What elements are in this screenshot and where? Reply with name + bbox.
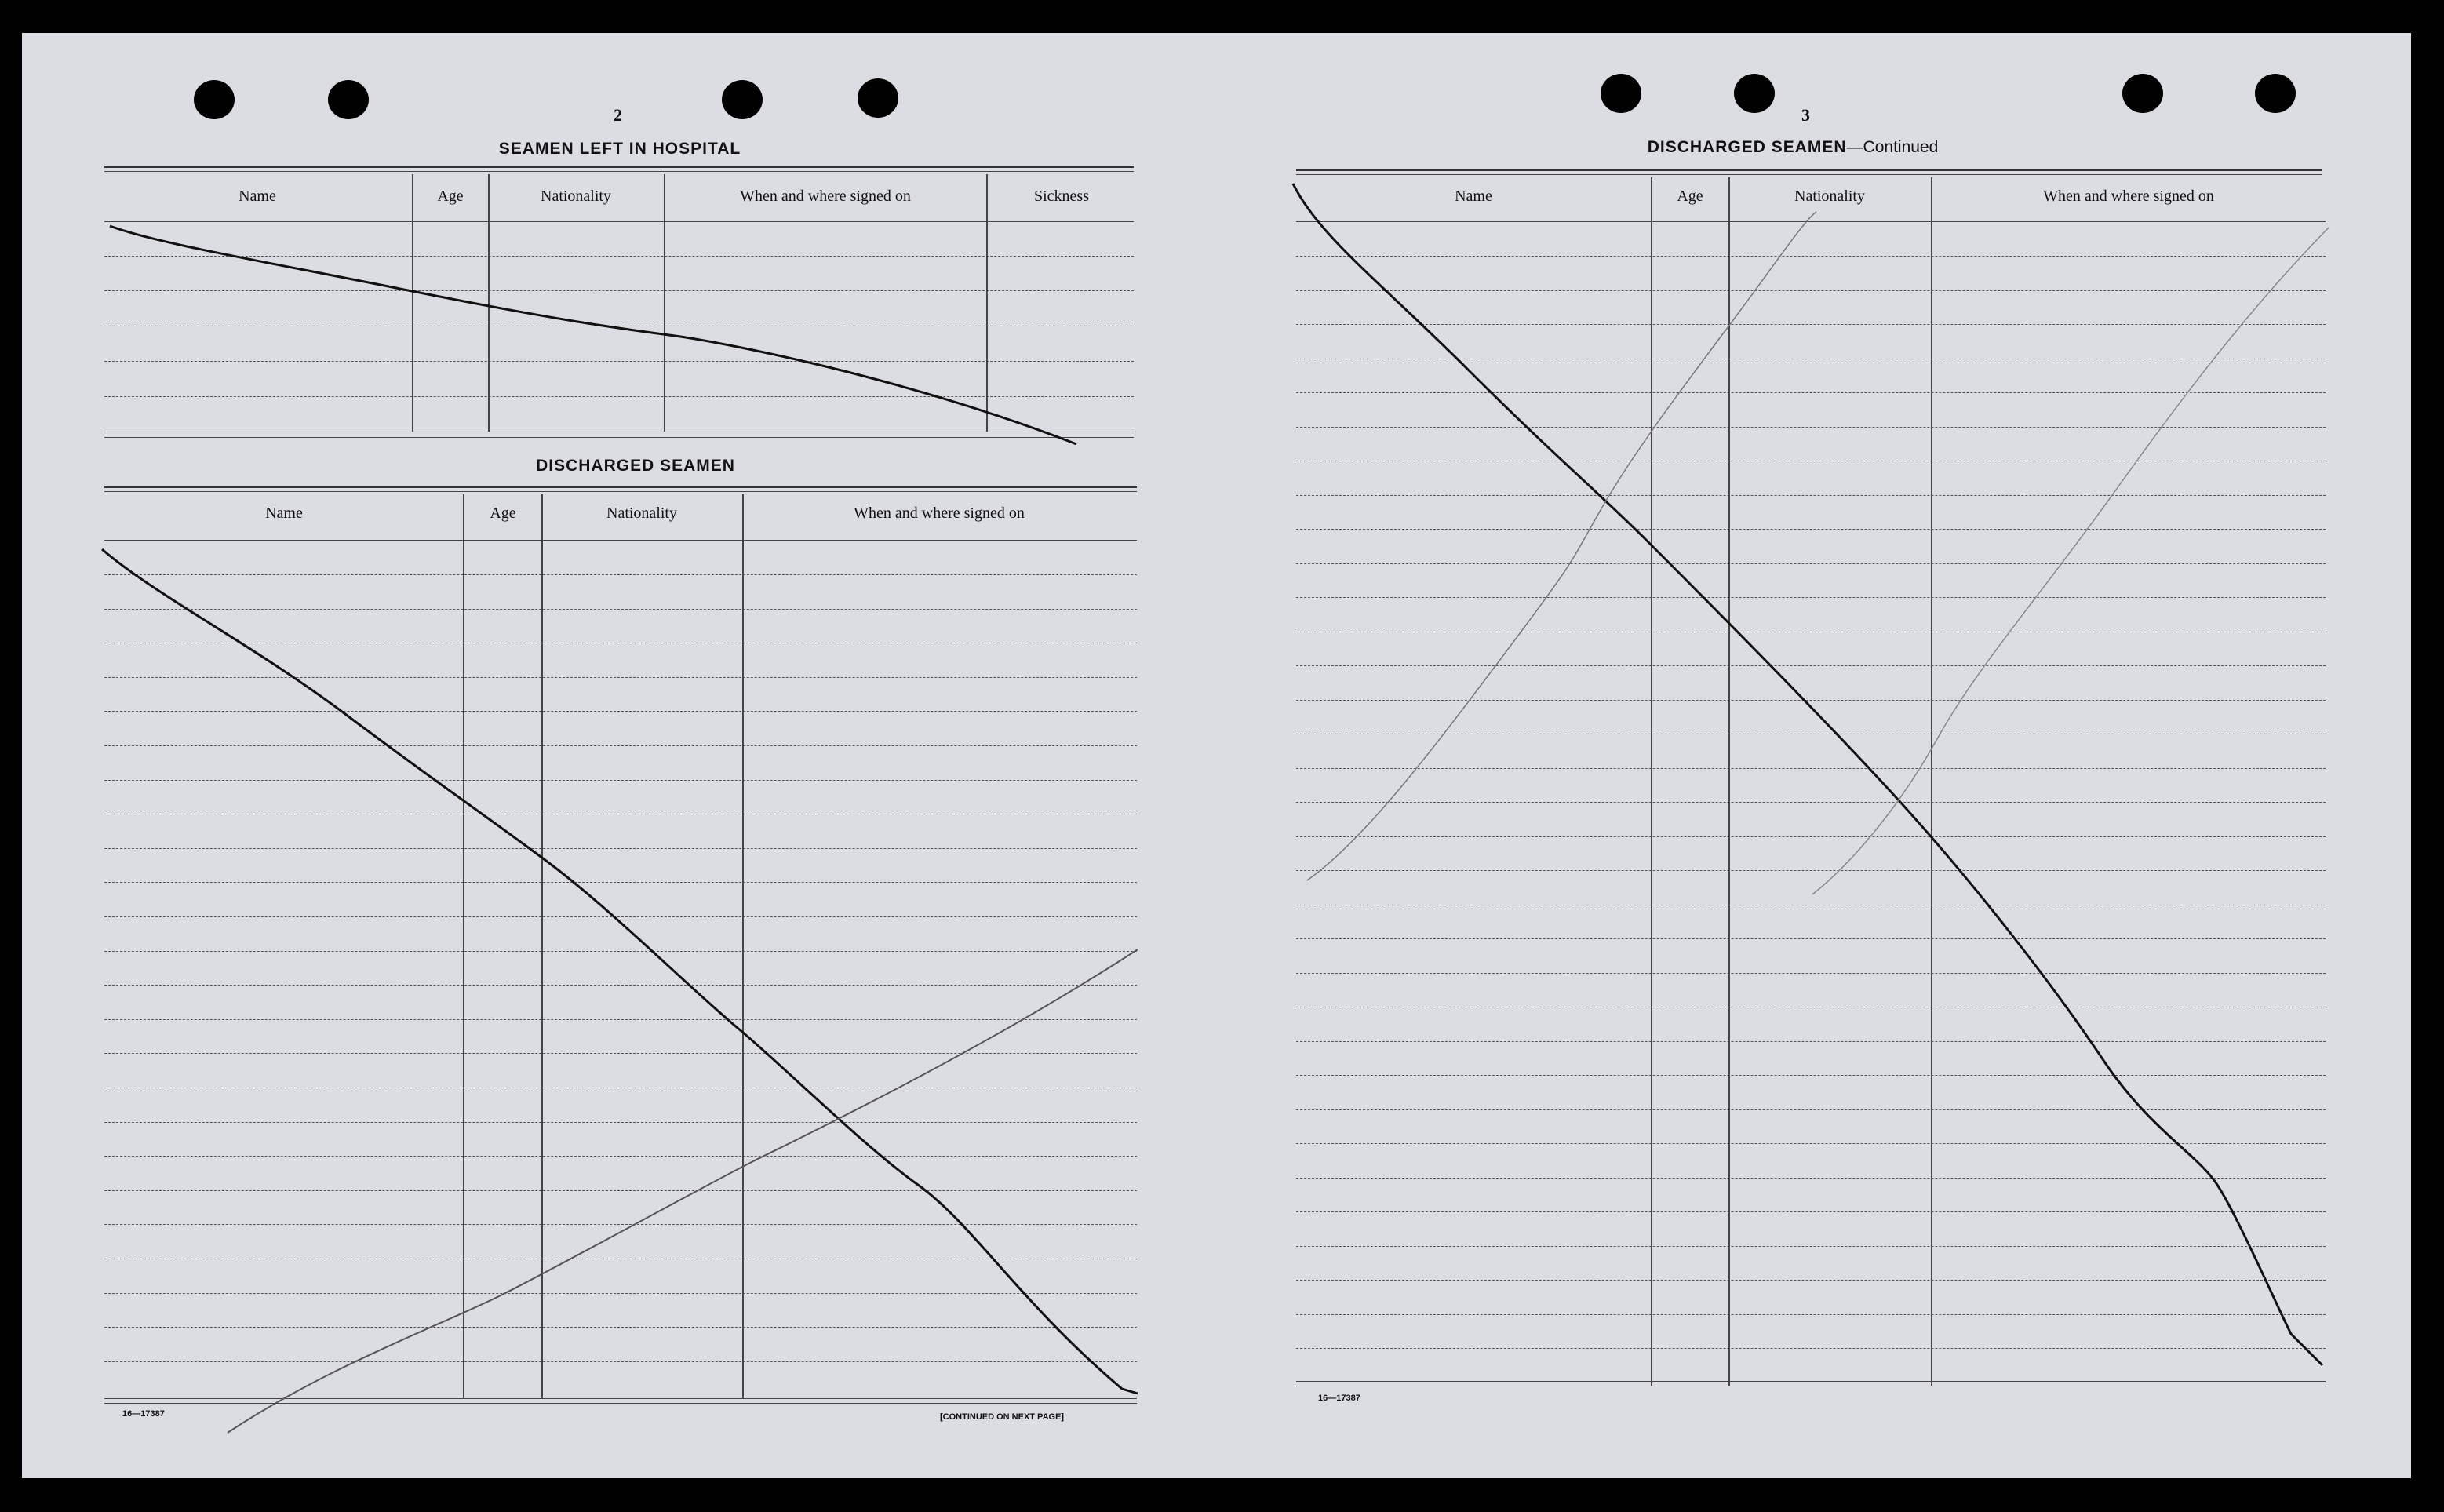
discharged-section-title: DISCHARGED SEAMEN [536, 457, 735, 475]
col-header-name: Name [239, 188, 276, 205]
col-header-nationality: Nationality [606, 505, 677, 522]
form-number-right: 16—17387 [1318, 1394, 1360, 1403]
cancel-stroke-right-dark [1293, 184, 2322, 1365]
col-header-name: Name [1455, 188, 1492, 205]
cancel-stroke-right-light-2 [1812, 228, 2329, 894]
col-header-sickness: Sickness [1034, 188, 1089, 205]
page-number-left: 2 [614, 105, 622, 125]
cancel-stroke-hospital [110, 226, 1076, 444]
hospital-section-title: SEAMEN LEFT IN HOSPITAL [498, 140, 741, 158]
col-header-when-where: When and where signed on [854, 505, 1025, 522]
col-header-age: Age [490, 505, 516, 522]
col-header-name: Name [265, 505, 303, 522]
col-header-nationality: Nationality [541, 188, 611, 205]
cancel-stroke-right-light-1 [1307, 212, 1816, 880]
col-header-age: Age [1677, 188, 1703, 205]
cancel-stroke-discharged-dark [102, 549, 1138, 1394]
continued-note: [CONTINUED ON NEXT PAGE] [940, 1412, 1065, 1422]
discharged-continued-title-suffix: —Continued [1846, 138, 1939, 156]
col-header-nationality: Nationality [1794, 188, 1865, 205]
cancel-stroke-discharged-light [228, 949, 1138, 1433]
page-number-right: 3 [1801, 105, 1810, 125]
form-number-left: 16—17387 [122, 1409, 165, 1419]
col-header-when-where: When and where signed on [2043, 188, 2214, 205]
col-header-when-where: When and where signed on [740, 188, 911, 205]
col-header-age: Age [437, 188, 464, 205]
discharged-continued-title-main: DISCHARGED SEAMEN [1647, 138, 1847, 156]
